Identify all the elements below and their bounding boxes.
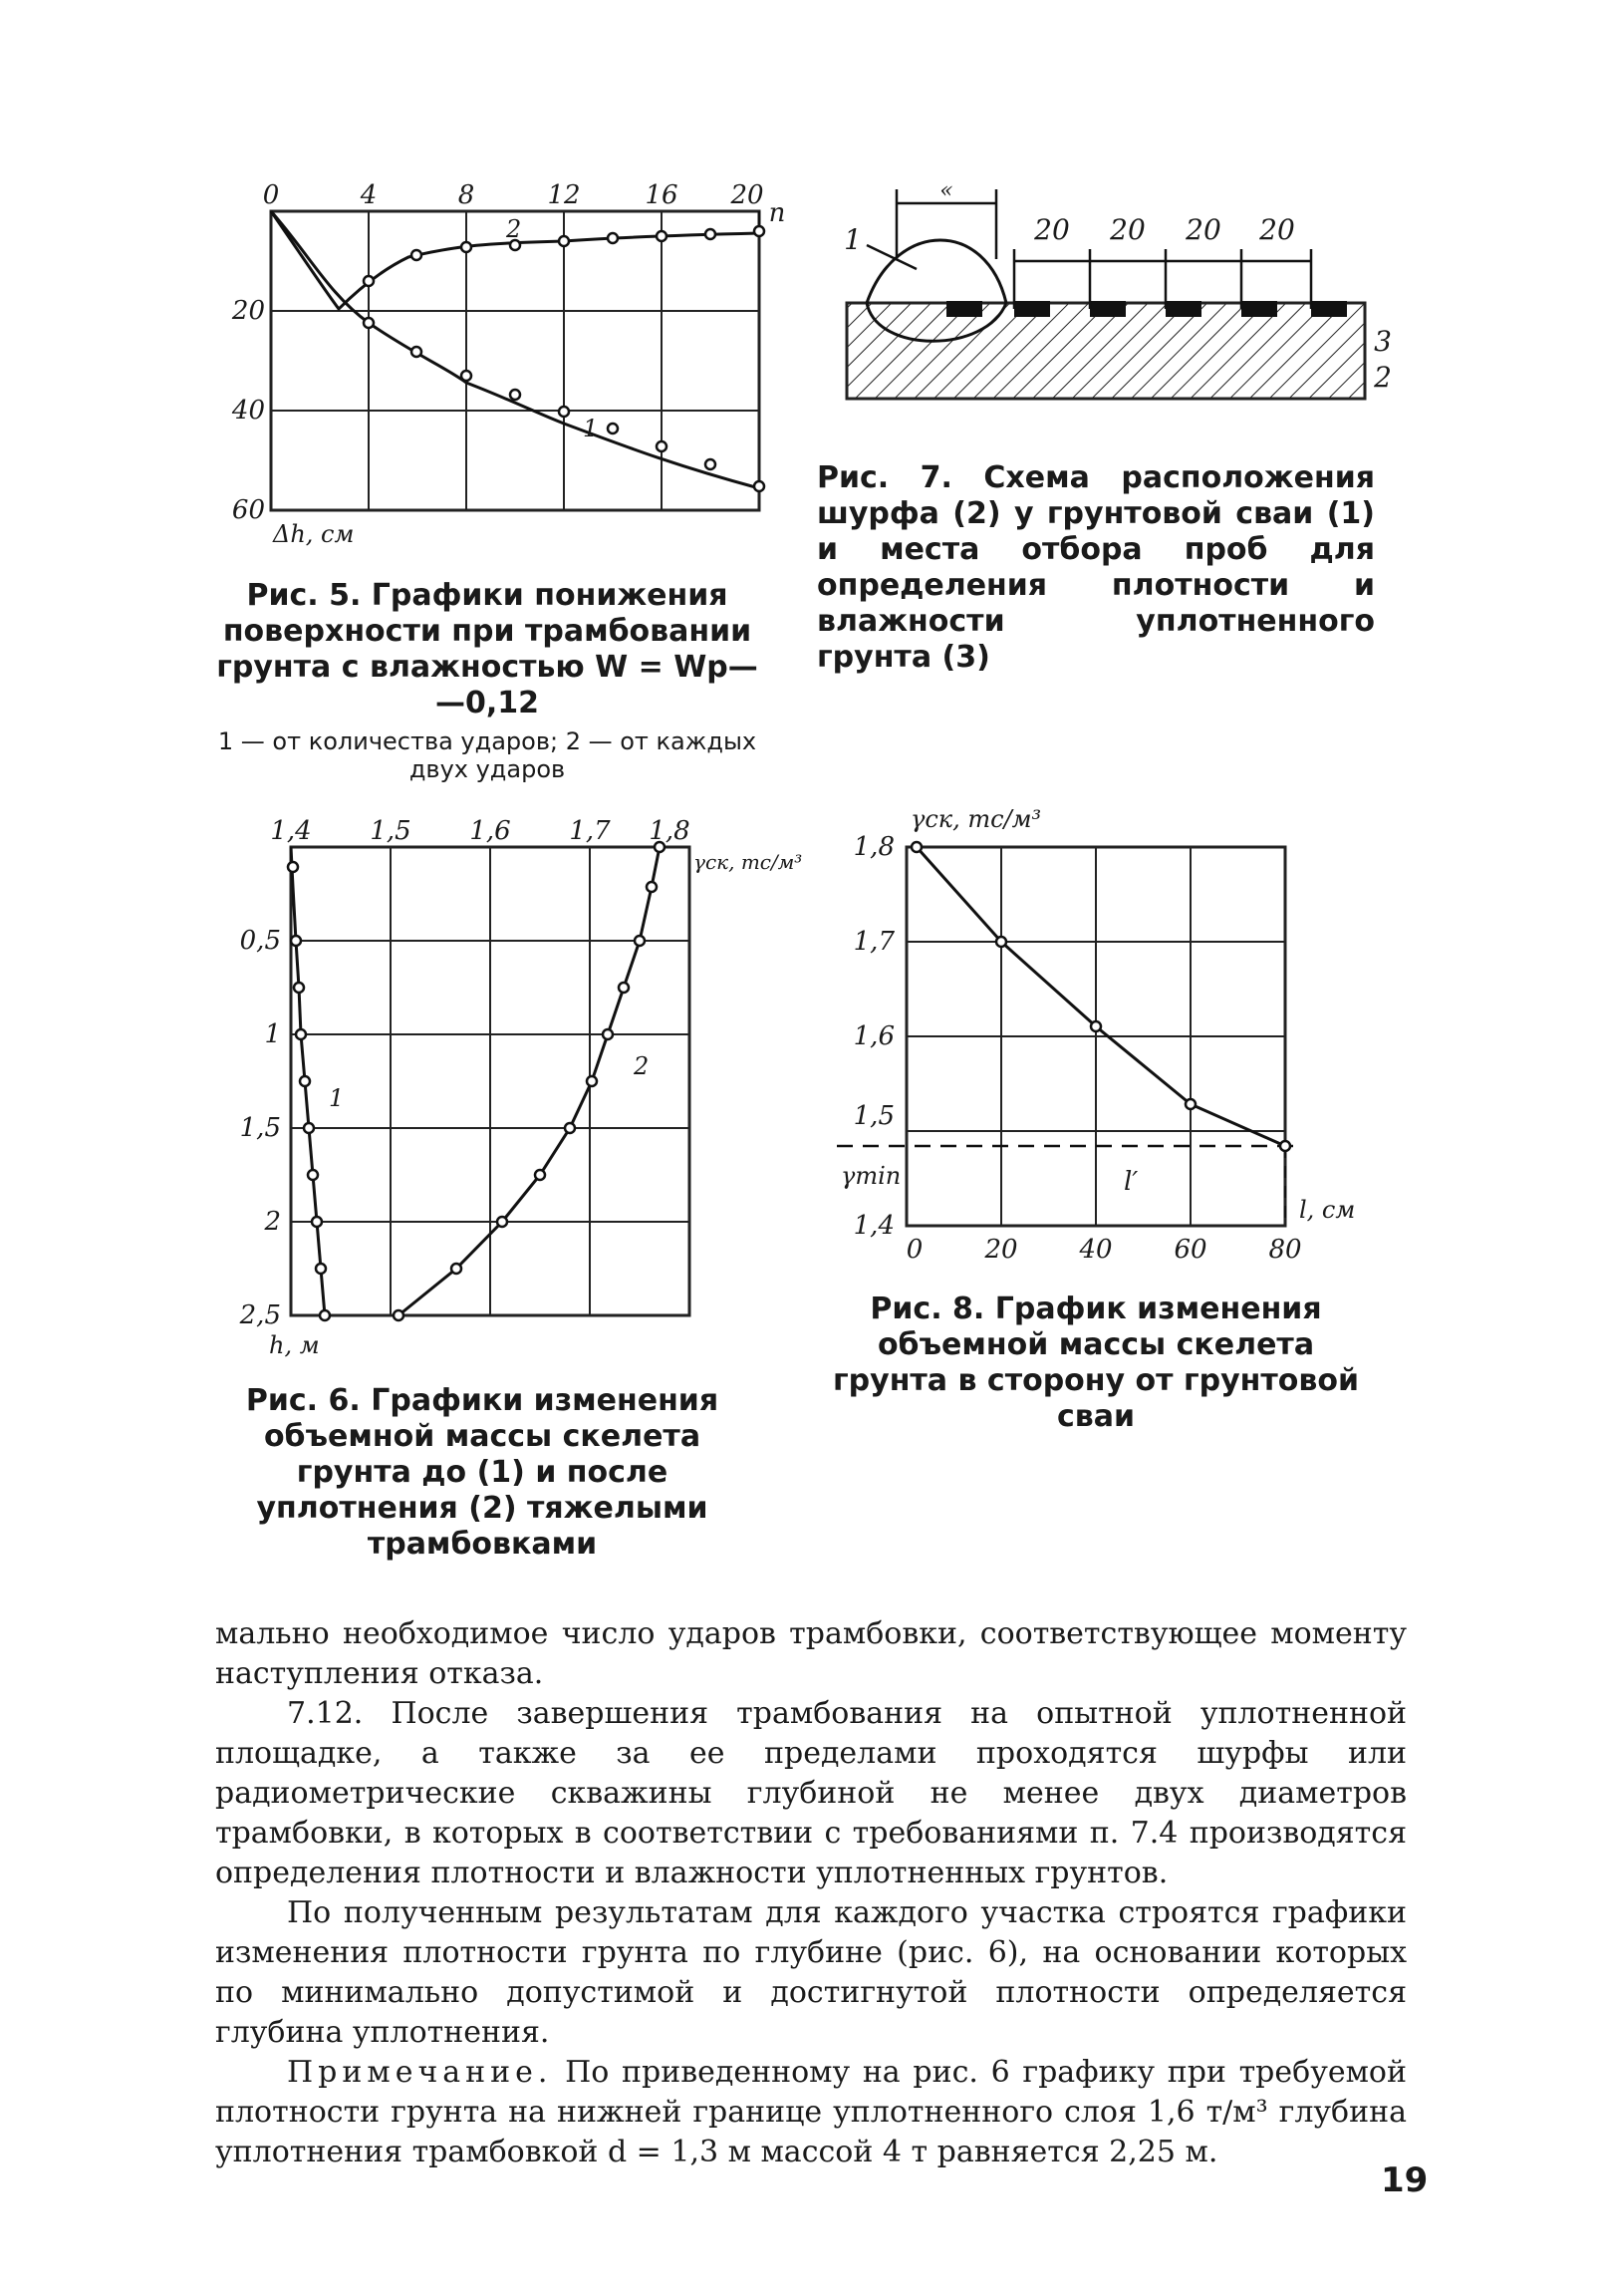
fig7-caption: Рис. 7. Схема расположения шурфа (2) у грунтовой сваи (1) и места отбора проб для определения плотности и влажности уплотненного грунта (3)	[817, 460, 1375, 675]
fig5-caption: Рис. 5. Графики понижения поверхности при трамбовании грунта с влажностью W = Wр—	[216, 578, 758, 685]
fig8-ytick: 1,7	[853, 927, 895, 957]
fig6-x-unit: γск, тс/м³	[693, 850, 803, 874]
fig8-xtick: 40	[1079, 1235, 1113, 1265]
fig5-ytick: 40	[231, 396, 265, 426]
fig7-part-label: 3	[1374, 325, 1392, 358]
fig6-xtick: 1,8	[649, 816, 690, 846]
fig6-caption-block	[213, 1383, 751, 1563]
paragraph: 7.12. После завершения трамбования на опытной уплотненной площадке, а также за ее пределами проходятся шурфы или радиометрические скважины глубиной не менее двух диаметров трамбовки, в которых в соответствии с требованиями п. 7.4 производятся определения плотности и влажности уплотненных грунтов.	[215, 1696, 1407, 1890]
fig8-y-unit: γск, тс/м³	[911, 805, 1042, 833]
fig8-xtick: 0	[906, 1235, 924, 1265]
page-number: 19	[1381, 2160, 1429, 2200]
fig7-dim: 20	[1186, 213, 1221, 246]
fig8-xtick: 80	[1268, 1235, 1302, 1265]
fig6-ytick: 1,5	[239, 1113, 281, 1143]
fig5-xtick: 20	[730, 180, 764, 210]
fig6-chart	[221, 807, 803, 1365]
fig7-dim: 20	[1259, 213, 1295, 246]
fig6-y-label: h, м	[269, 1331, 320, 1359]
fig8-caption-block	[817, 1292, 1375, 1435]
fig5-ytick: 20	[231, 296, 265, 326]
fig7-top-label: «	[939, 178, 953, 203]
note-body: По приведенному на рис. 6 графику при требуемой плотности грунта на нижней границе уплотненного слоя 1,6 т/м³ глубина уплотнения трамбовкой d = 1,3 м массой 4 т равняется 2,25 м.	[215, 2055, 1407, 2169]
fig7-part-label: 2	[1374, 361, 1392, 394]
fig5-curve-label: 1	[583, 415, 599, 442]
fig5-xtick: 4	[360, 180, 378, 210]
fig5-ytick: 60	[231, 495, 265, 525]
fig6-xtick: 1,6	[469, 816, 511, 846]
fig7-dim: 20	[1110, 213, 1146, 246]
fig8-curve	[917, 847, 1285, 1146]
fig6-curve-label: 2	[634, 1052, 650, 1080]
fig6-ytick: 2,5	[239, 1300, 281, 1330]
fig6-ytick: 0,5	[239, 926, 281, 956]
fig6-ytick: 1	[264, 1019, 281, 1049]
fig7-diagram	[837, 179, 1395, 429]
fig8-ytick: 1,5	[853, 1101, 895, 1131]
fig5-curve-1	[271, 211, 759, 488]
fig6-ytick: 2	[264, 1207, 281, 1237]
fig6-xtick: 1,7	[569, 816, 611, 846]
fig8-gamma-min: γmin	[841, 1162, 902, 1190]
fig5-curve-label: 2	[506, 215, 522, 243]
fig8-x-unit: l, см	[1299, 1196, 1356, 1224]
fig8-ytick: 1,4	[853, 1211, 895, 1241]
fig5-y-label: Δh, см	[273, 520, 355, 548]
fig5-xtick: 12	[547, 180, 581, 210]
fig6-xtick: 1,4	[270, 816, 312, 846]
paragraph: По полученным результатам для каждого участка строятся графики изменения плотности грунта по глубине (рис. 6), на основании которых по минимально допустимой и достигнутой плотности определяется глубина уплотнения.	[215, 1895, 1407, 2050]
fig8-caption: Рис. 8. График изменения объемной массы скелета грунта в сторону от грунтовой сваи	[832, 1292, 1360, 1434]
fig8-xtick: 60	[1174, 1235, 1207, 1265]
fig8-ytick: 1,8	[853, 832, 895, 862]
fig8-xtick: 20	[984, 1235, 1018, 1265]
fig5-xtick: 0	[262, 180, 280, 210]
note-heading: Примечание.	[287, 2055, 553, 2090]
fig8-l-prime: l′	[1124, 1167, 1139, 1197]
fig6-curve-label: 1	[329, 1084, 345, 1112]
fig5-legend: 1 — от количества ударов; 2 — от каждых двух ударов	[217, 727, 757, 783]
fig8-ytick: 1,6	[853, 1021, 895, 1051]
fig6-xtick: 1,5	[370, 816, 411, 846]
note-paragraph	[215, 2053, 1407, 2172]
fig6-caption: Рис. 6. Графики изменения объемной массы скелета грунта до (1) и после уплотнения (2) тяжелыми трамбовками	[245, 1383, 719, 1562]
fig5-caption-block	[213, 578, 761, 783]
body-text-block	[215, 1614, 1407, 2172]
paragraph: мально необходимое число ударов трамбовки, соответствующее моменту наступления отказа.	[215, 1616, 1407, 1691]
fig5-xtick: 8	[457, 180, 475, 210]
fig8-chart	[827, 807, 1385, 1295]
fig5-caption-end: —0,12	[434, 686, 540, 720]
fig7-dim: 20	[1034, 213, 1070, 246]
fig5-x-unit: n	[768, 198, 786, 228]
fig5-chart	[231, 169, 797, 558]
fig6-curve-2	[399, 847, 660, 1315]
fig7-part-label: 1	[844, 223, 862, 256]
fig7-caption-block	[817, 460, 1375, 676]
fig5-xtick: 16	[645, 180, 678, 210]
